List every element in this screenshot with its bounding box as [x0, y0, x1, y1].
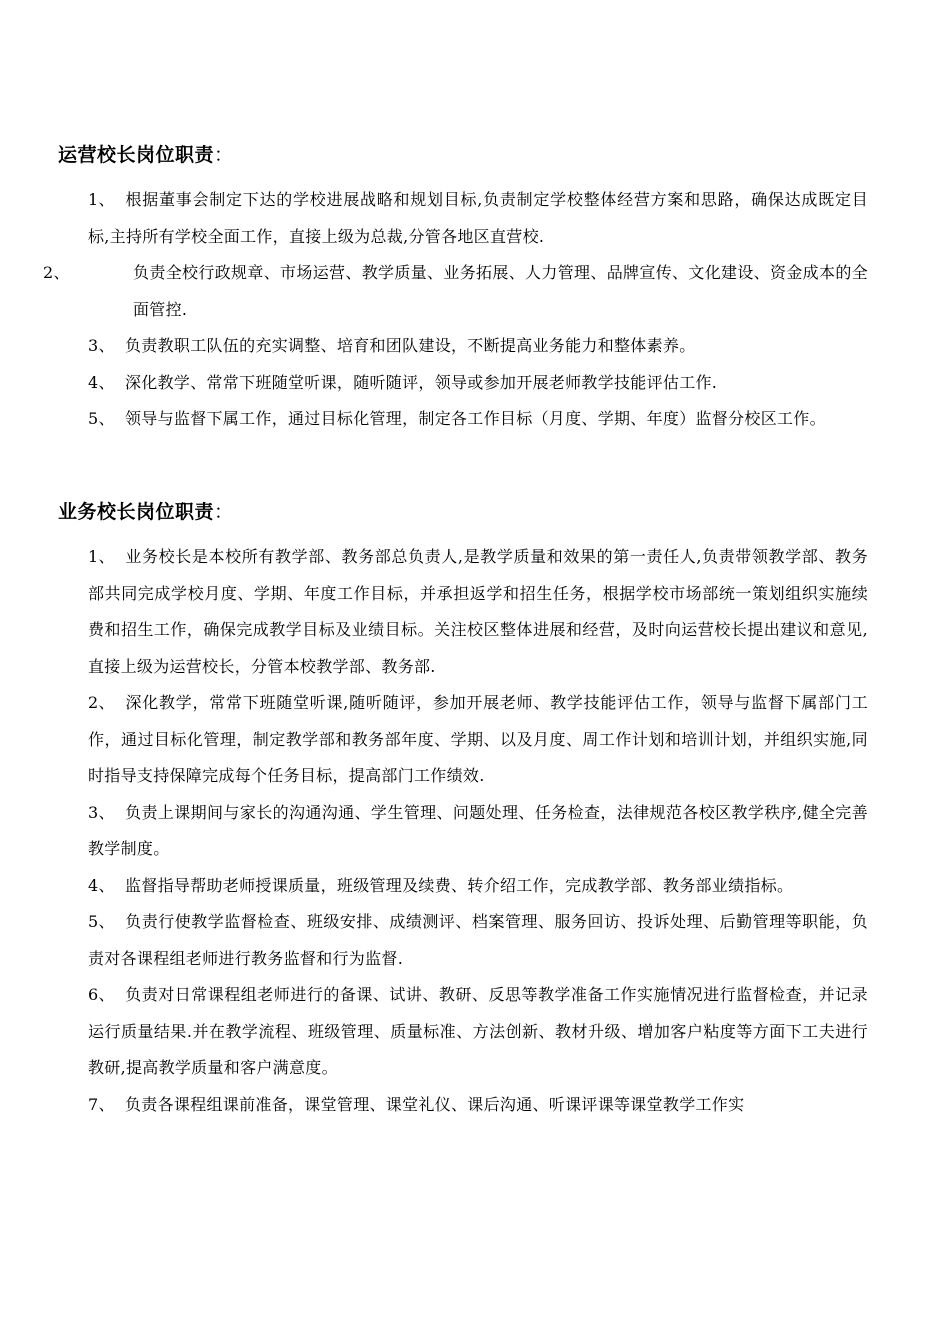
item-text: 业务校长是本校所有教学部、教务部总负责人,是教学质量和效果的第一责任人,负责带领教学部、教务部共同完成学校月度、学期、年度工作目标，并承担返学和招生任务，根据学校市场部统一策划组织实施续费和招生工作，确保完成教学目标及业绩目标。关注校区整体进展和经营，及时向运营校长提出建议和意见,直接上级为运营校长，分管本校教学部、教务部.	[88, 547, 868, 676]
list-item	[88, 365, 868, 402]
section-heading-operations	[58, 140, 234, 167]
list-item	[88, 328, 868, 365]
heading-colon: ：	[214, 144, 234, 166]
list-item	[88, 904, 868, 977]
item-number: 5、	[88, 912, 115, 931]
business-duties-list	[88, 539, 868, 1123]
section-heading-text: 业务校长岗位职责	[58, 501, 215, 523]
list-item	[88, 539, 868, 685]
item-number: 4、	[88, 875, 115, 895]
item-number: 3、	[88, 336, 115, 355]
operations-duties-list	[43, 182, 868, 438]
item-text: 负责对日常课程组老师进行的备课、试讲、教研、反思等教学准备工作实施情况进行监督检查，并记录运行质量结果.并在教学流程、班级管理、质量标准、方法创新、教材升级、增加客户粘度等方面下工夫进行教研,提高教学质量和客户满意度。	[88, 985, 868, 1077]
item-text: 负责行使教学监督检查、班级安排、成绩测评、档案管理、服务回访、投诉处理、后勤管理等职能，负责对各课程组老师进行教务监督和行为监督.	[88, 912, 868, 968]
list-item	[88, 795, 868, 868]
list-item	[88, 977, 868, 1087]
item-text: 负责全校行政规章、市场运营、教学质量、业务拓展、人力管理、品牌宣传、文化建设、资金成本的全面管控.	[133, 263, 868, 319]
item-text: 领导与监督下属工作，通过目标化管理，制定各工作目标（月度、学期、年度）监督分校区工作。	[125, 409, 826, 428]
heading-colon: ：	[214, 501, 234, 523]
list-item	[88, 685, 868, 795]
item-text: 深化教学，常常下班随堂听课,随听随评，参加开展老师、教学技能评估工作，领导与监督下属部门工作，通过目标化管理，制定教学部和教务部年度、学期、以及月度、周工作计划和培训计划，并组织实施,同时指导支持保障完成每个任务目标，提高部门工作绩效.	[88, 693, 868, 785]
item-number: 3、	[88, 802, 115, 822]
item-text: 负责上课期间与家长的沟通沟通、学生管理、问题处理、任务检查，法律规范各校区教学秩序,健全完善教学制度。	[88, 802, 868, 858]
list-item	[88, 1087, 868, 1124]
item-number: 6、	[88, 985, 115, 1004]
item-text: 深化教学、常常下班随堂听课，随听随评，领导或参加开展老师教学技能评估工作.	[125, 372, 718, 392]
section-heading-text: 运营校长岗位职责	[58, 144, 215, 166]
item-number: 1、	[88, 190, 115, 209]
item-number: 2、	[88, 693, 115, 712]
item-text: 负责各课程组课前准备，课堂管理、课堂礼仪、课后沟通、听课评课等课堂教学工作实	[125, 1094, 745, 1114]
list-item	[88, 182, 868, 255]
item-text: 根据董事会制定下达的学校进展战略和规划目标,负责制定学校整体经营方案和思路，确保达成既定目标,主持所有学校全面工作，直接上级为总裁,分管各地区直营校.	[88, 190, 868, 246]
item-text: 负责教职工队伍的充实调整、培育和团队建设，不断提高业务能力和整体素养。	[125, 336, 696, 355]
item-number: 7、	[88, 1094, 115, 1114]
item-number: 5、	[88, 409, 115, 428]
list-item	[88, 401, 868, 438]
section-heading-business	[58, 497, 234, 524]
item-number: 1、	[88, 547, 115, 566]
list-item	[43, 255, 868, 328]
item-text: 监督指导帮助老师授课质量，班级管理及续费、转介绍工作，完成教学部、教务部业绩指标。	[125, 875, 794, 895]
list-item	[88, 868, 868, 905]
item-number: 4、	[88, 372, 115, 392]
item-number: 2、	[43, 263, 70, 282]
